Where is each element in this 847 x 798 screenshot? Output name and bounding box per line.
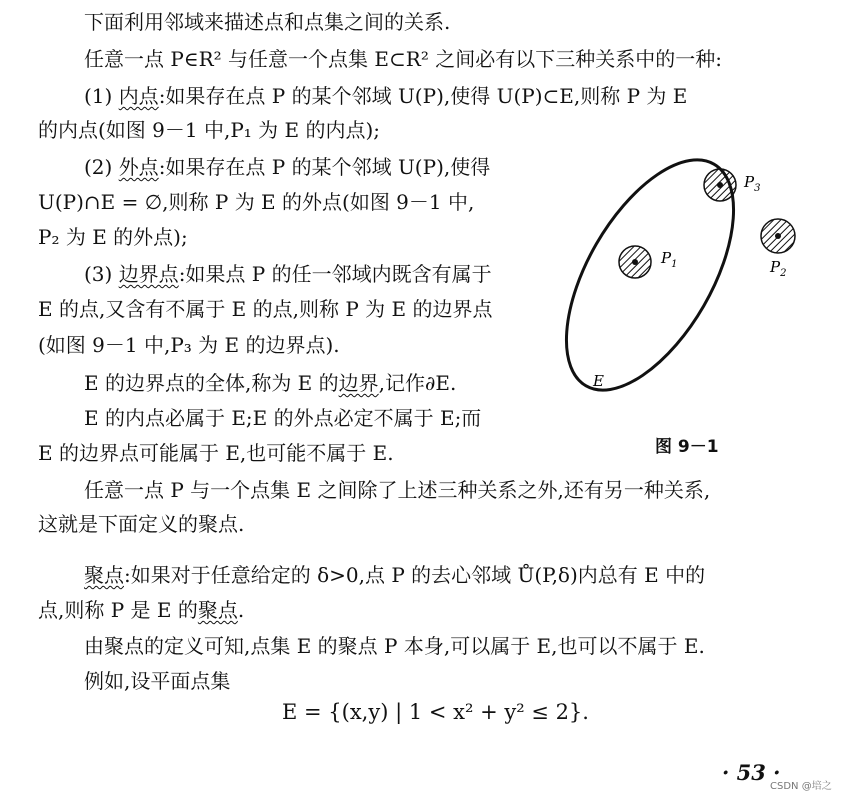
line-10: (如图 9－1 中,P₃ 为 E 的边界点). xyxy=(38,333,340,357)
line-9: E 的点,又含有不属于 E 的点,则称 P 为 E 的边界点 xyxy=(38,297,493,321)
line-11: E 的边界点的全体,称为 E 的边界,记作∂E. xyxy=(84,371,457,395)
point-p1 xyxy=(632,259,638,265)
set-formula: E = {(x,y) | 1 < x² + y² ≤ 2}. xyxy=(282,700,589,724)
line-5: (2) 外点:如果存在点 P 的某个邻域 U(P),使得 xyxy=(84,155,491,179)
line-3: (1) 内点:如果存在点 P 的某个邻域 U(P),使得 U(P)⊂E,则称 P 为 E xyxy=(84,84,688,108)
watermark: CSDN @培之 xyxy=(770,781,832,792)
term-exterior-point: 外点 xyxy=(118,155,159,179)
line-16: 聚点:如果对于任意给定的 δ>0,点 P 的去心邻域 Ů(P,δ)内总有 E 中的 xyxy=(84,563,706,587)
term-boundary-point: 边界点 xyxy=(118,262,179,286)
term-boundary: 边界 xyxy=(338,371,379,395)
term-accumulation-point: 聚点 xyxy=(84,563,124,587)
label-p1: $P_1$ xyxy=(661,249,678,270)
line-17: 点,则称 P 是 E 的聚点. xyxy=(38,598,245,622)
line-7: P₂ 为 E 的外点); xyxy=(38,225,188,249)
figure-9-1 xyxy=(560,150,820,410)
label-e: E xyxy=(593,372,604,390)
label-p2: $P_2$ xyxy=(770,258,787,279)
line-18: 由聚点的定义可知,点集 E 的聚点 P 本身,可以属于 E,也可以不属于 E. xyxy=(84,634,705,658)
page-number: · 53 · xyxy=(722,760,781,785)
line-12: E 的内点必属于 E;E 的外点必定不属于 E;而 xyxy=(84,406,482,430)
point-p3 xyxy=(717,182,723,188)
line-19: 例如,设平面点集 xyxy=(84,669,231,693)
line-2: 任意一点 P∈R² 与任意一个点集 E⊂R² 之间必有以下三种关系中的一种: xyxy=(84,47,722,71)
label-p3: $P_3$ xyxy=(744,173,761,194)
set-e-boundary xyxy=(560,150,768,410)
term-accumulation-point-2: 聚点 xyxy=(197,598,238,622)
line-8: (3) 边界点:如果点 P 的任一邻域内既含有属于 xyxy=(84,262,492,286)
point-p2 xyxy=(775,233,781,239)
line-4: 的内点(如图 9－1 中,P₁ 为 E 的内点); xyxy=(38,118,381,142)
line-14: 任意一点 P 与一个点集 E 之间除了上述三种关系之外,还有另一种关系, xyxy=(84,478,711,502)
line-1: 下面利用邻域来描述点和点集之间的关系. xyxy=(84,10,451,34)
line-13: E 的边界点可能属于 E,也可能不属于 E. xyxy=(38,441,394,465)
line-15: 这就是下面定义的聚点. xyxy=(38,512,245,536)
figure-caption: 图 9－1 xyxy=(655,437,719,457)
term-interior-point: 内点 xyxy=(118,84,159,108)
line-6: U(P)∩E = ∅,则称 P 为 E 的外点(如图 9－1 中, xyxy=(38,190,475,214)
